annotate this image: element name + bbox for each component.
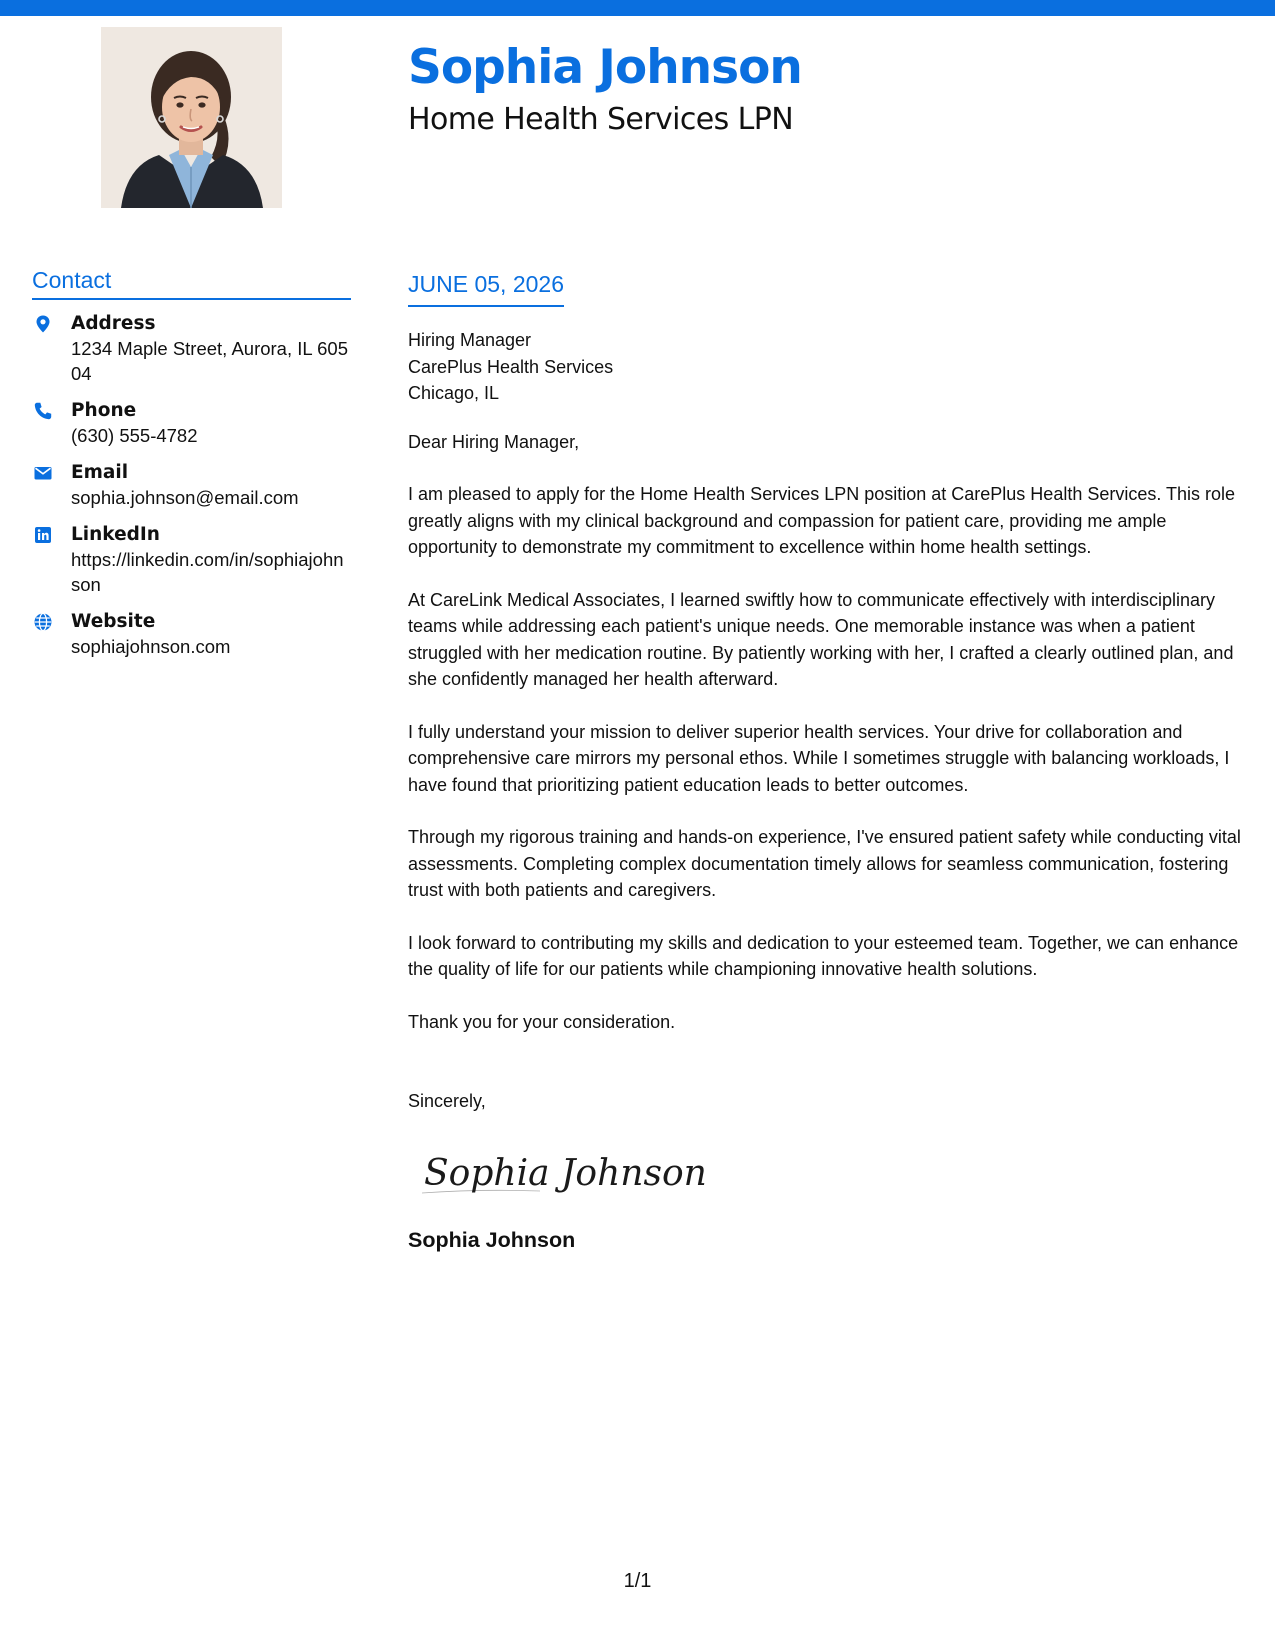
- letter-paragraph: I fully understand your mission to deliver superior health services. Your drive for collaboration and comprehensive care mirrors my personal ethos. While I sometimes struggle with balancing workloads, I have found that prioritizing patient education leads to better outcomes.: [408, 721, 1230, 795]
- phone-label: Phone: [71, 400, 137, 421]
- letter-date: JUNE 05, 2026: [408, 268, 564, 307]
- recipient-line: CarePlus Health Services: [408, 356, 614, 377]
- contact-item-linkedin: [32, 522, 351, 597]
- letter-paragraph: I look forward to contributing my skills and dedication to your esteemed team. Together, we can enhance the quality of life for our patients while championing innovative health solutions.: [408, 932, 1239, 979]
- closing: Sincerely,: [408, 1091, 486, 1111]
- contact-heading: Contact: [32, 266, 351, 300]
- signature-text: Sophia Johnson: [424, 1152, 707, 1194]
- phone-icon: [33, 401, 53, 421]
- contact-item-address: [32, 311, 351, 386]
- recipient-block: [408, 327, 1253, 407]
- applicant-title: Home Health Services LPN: [408, 102, 794, 137]
- top-accent-bar: [0, 0, 1275, 16]
- profile-photo: [101, 27, 282, 208]
- letter-paragraph: Through my rigorous training and hands-on experience, I've ensured patient safety while conducting vital assessments. Completing complex documentation timely allows for seamless communication, fostering trust with both patients and caregivers.: [408, 827, 1241, 900]
- applicant-name: Sophia Johnson: [408, 40, 802, 95]
- map-pin-icon: [33, 314, 53, 334]
- linkedin-icon: [33, 525, 53, 545]
- email-label: Email: [71, 462, 129, 483]
- contact-item-website: [32, 609, 351, 659]
- salutation: Dear Hiring Manager,: [408, 431, 580, 452]
- website-label: Website: [71, 611, 156, 632]
- address-value: 1234 Maple Street, Aurora, IL 60504: [71, 338, 348, 384]
- linkedin-label: LinkedIn: [71, 524, 160, 545]
- letter-paragraph: I am pleased to apply for the Home Health Services LPN position at CarePlus Health Services. This role greatly aligns with my clinical background and compassion for patient care, providing me ample opportunity to demonstrate my commitment to excellence within home health settings.: [408, 484, 1236, 557]
- website-value[interactable]: sophiajohnson.com: [71, 636, 231, 657]
- page-number: 1/1: [623, 1570, 652, 1592]
- globe-icon: [33, 612, 53, 632]
- signer-name: Sophia Johnson: [408, 1227, 576, 1252]
- address-label: Address: [71, 313, 156, 334]
- contact-item-phone: [32, 398, 351, 448]
- letter-body: [408, 268, 1253, 1254]
- contact-sidebar: [32, 266, 351, 671]
- phone-value: (630) 555-4782: [71, 425, 198, 446]
- portrait-illustration: [101, 27, 282, 208]
- recipient-line: Chicago, IL: [408, 383, 500, 403]
- linkedin-value[interactable]: https://linkedin.com/in/sophiajohnson: [71, 549, 344, 595]
- letter-paragraph: At CareLink Medical Associates, I learned swiftly how to communicate effectively with interdisciplinary teams while addressing each patient's unique needs. One memorable instance was when a patient struggled with her medication routine. By patiently working with her, I crafted a clearly outlined plan, and she confidently managed her health afterward.: [408, 589, 1234, 689]
- email-icon: [33, 463, 53, 483]
- letter-paragraph: Thank you for your consideration.: [408, 1011, 676, 1032]
- handwritten-signature: [420, 1141, 707, 1203]
- contact-item-email: [32, 460, 351, 510]
- recipient-line: Hiring Manager: [408, 330, 532, 350]
- email-value[interactable]: sophia.johnson@email.com: [71, 487, 299, 508]
- contact-list: [32, 311, 351, 659]
